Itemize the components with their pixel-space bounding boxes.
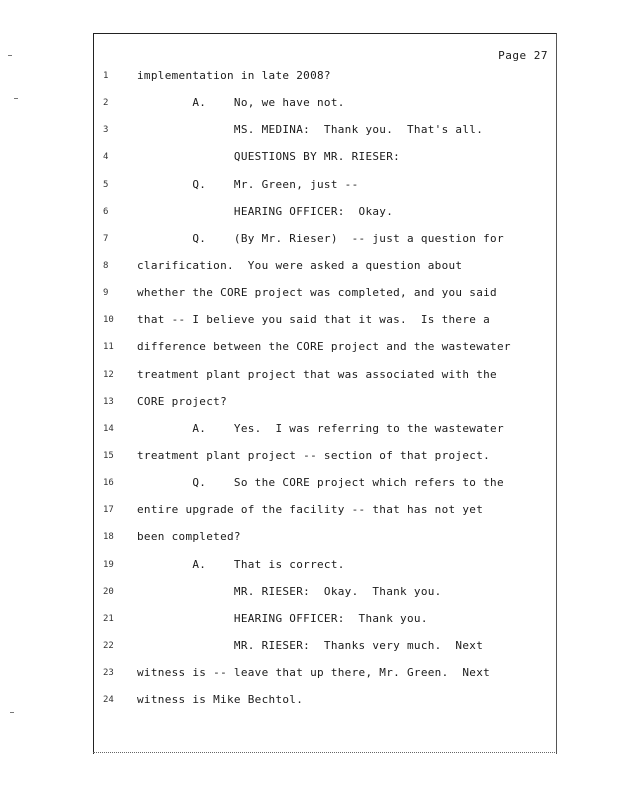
- transcript-line: [94, 205, 556, 232]
- line-text: A. No, we have not.: [137, 96, 345, 110]
- transcript-line: [94, 422, 556, 449]
- transcript-line: [94, 693, 556, 720]
- transcript-line: [94, 476, 556, 503]
- line-text: difference between the CORE project and the wastewater: [137, 340, 511, 354]
- line-text: that -- I believe you said that it was. Is there a: [137, 313, 491, 327]
- transcript-line: [94, 340, 556, 367]
- line-text: witness is -- leave that up there, Mr. Green. Next: [137, 666, 491, 680]
- transcript-line: [94, 123, 556, 150]
- transcript-line: [94, 503, 556, 530]
- line-number: 5: [103, 179, 109, 190]
- line-text: MR. RIESER: Okay. Thank you.: [137, 584, 442, 598]
- transcript-line: [94, 612, 556, 639]
- line-number: 2: [103, 98, 109, 109]
- transcript-line: [94, 666, 556, 693]
- transcript-line: [94, 96, 556, 123]
- page-bottom-rule: [93, 752, 555, 753]
- line-number: 9: [103, 288, 109, 299]
- line-number: 1: [103, 71, 109, 81]
- line-number: 10: [103, 315, 114, 326]
- transcript-page: [93, 33, 557, 754]
- line-number: 7: [103, 233, 109, 244]
- line-number: 13: [103, 396, 114, 407]
- line-number: 11: [103, 342, 114, 353]
- scan-artifact-mark: [14, 98, 18, 99]
- transcript-line: [94, 150, 556, 177]
- line-text: QUESTIONS BY MR. RIESER:: [137, 150, 401, 164]
- line-number: 8: [103, 260, 109, 271]
- line-number: 12: [103, 369, 114, 380]
- line-number: 21: [103, 613, 114, 624]
- transcript-line: [94, 286, 556, 313]
- line-number: 15: [103, 450, 114, 461]
- transcript-line: [94, 69, 556, 96]
- transcript-line: [94, 313, 556, 340]
- transcript-line: [94, 530, 556, 557]
- line-number: 16: [103, 478, 114, 489]
- line-text: implementation in late 2008?: [137, 69, 331, 82]
- line-text: A. That is correct.: [137, 557, 345, 571]
- scan-artifact-mark: [10, 712, 14, 713]
- transcript-lines: [94, 69, 556, 720]
- line-text: A. Yes. I was referring to the wastewater: [137, 421, 504, 435]
- line-number: 19: [103, 559, 114, 570]
- line-text: been completed?: [137, 530, 241, 544]
- line-number: 4: [103, 152, 109, 163]
- line-text: HEARING OFFICER: Okay.: [137, 204, 394, 218]
- line-text: treatment plant project that was associated with the: [137, 367, 497, 381]
- line-number: 3: [103, 125, 109, 136]
- line-number: 24: [103, 695, 114, 706]
- line-text: HEARING OFFICER: Thank you.: [137, 611, 428, 625]
- line-text: Q. So the CORE project which refers to the: [137, 476, 504, 490]
- scan-artifact-mark: [8, 55, 12, 56]
- line-text: Q. Mr. Green, just --: [137, 177, 359, 191]
- line-number: 14: [103, 423, 114, 434]
- transcript-line: [94, 585, 556, 612]
- line-text: treatment plant project -- section of that project.: [137, 448, 491, 462]
- transcript-line: [94, 639, 556, 666]
- transcript-line: [94, 449, 556, 476]
- line-number: 20: [103, 586, 114, 597]
- transcript-line: [94, 395, 556, 422]
- line-text: whether the CORE project was completed, and you said: [137, 286, 497, 300]
- line-text: clarification. You were asked a question about: [137, 258, 463, 272]
- line-number: 17: [103, 505, 114, 516]
- line-text: Q. (By Mr. Rieser) -- just a question for: [137, 231, 504, 245]
- line-text: witness is Mike Bechtol.: [137, 693, 304, 707]
- line-number: 6: [103, 206, 109, 217]
- line-text: MR. RIESER: Thanks very much. Next: [137, 638, 484, 652]
- transcript-line: [94, 232, 556, 259]
- transcript-line: [94, 178, 556, 205]
- line-number: 22: [103, 640, 114, 651]
- line-number: 18: [103, 532, 114, 543]
- transcript-line: [94, 368, 556, 395]
- transcript-line: [94, 558, 556, 585]
- page-number: Page 27: [498, 49, 548, 62]
- line-text: MS. MEDINA: Thank you. That's all.: [137, 123, 484, 137]
- line-number: 23: [103, 668, 114, 679]
- line-text: entire upgrade of the facility -- that has not yet: [137, 503, 484, 517]
- transcript-line: [94, 259, 556, 286]
- line-text: CORE project?: [137, 394, 227, 408]
